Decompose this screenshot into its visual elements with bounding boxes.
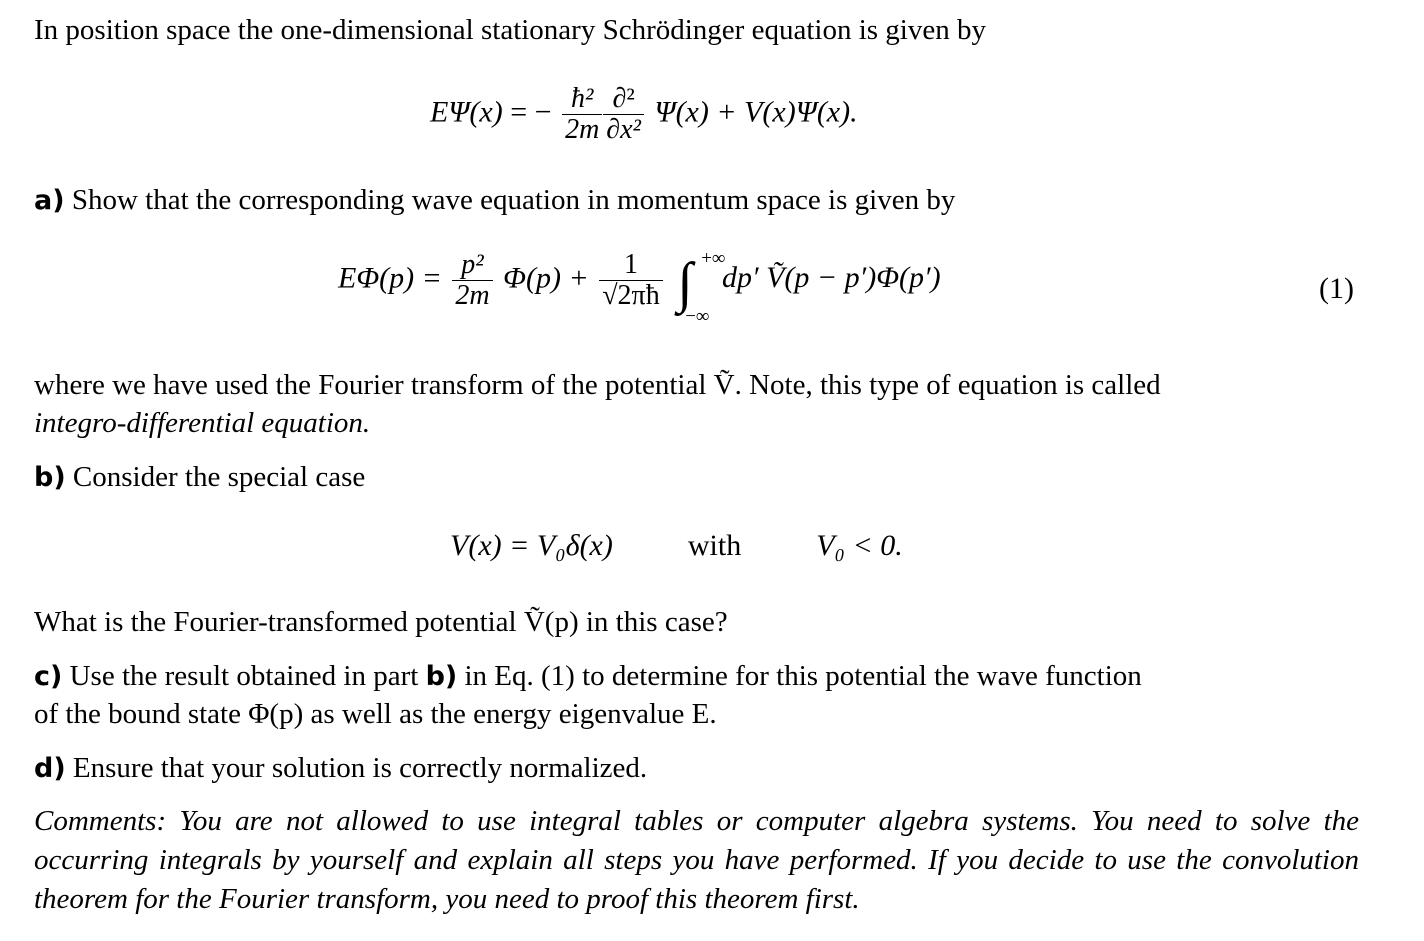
part-c-line-2: of the bound state Φ(p) as well as the energy eigenvalue E. <box>34 698 717 730</box>
part-b-line <box>34 459 365 496</box>
after-a-line-1: where we have used the Fourier transform of the potential Ṽ. Note, this type of equation is called <box>34 369 1161 401</box>
part-c-text-1: Use the result obtained in part <box>62 660 426 692</box>
integral-upper-limit: +∞ <box>701 248 726 270</box>
eq1-frac2-denominator: ∂x² <box>603 114 644 145</box>
part-b-text: Consider the special case <box>65 461 366 493</box>
part-c-ref: b) <box>425 661 458 692</box>
part-c-text-2: in Eq. (1) to determine for this potential the wave function <box>457 660 1142 692</box>
eq1-fraction-derivative <box>603 84 644 145</box>
equation-number: (1) <box>1319 272 1354 305</box>
eq2-lhs: EΦ(p) = <box>338 261 442 295</box>
part-a-text: Show that the corresponding wave equation in momentum space is given by <box>64 184 956 216</box>
part-c-label: c) <box>34 661 63 692</box>
schrodinger-equation-position <box>430 84 858 145</box>
eq1-rest: Ψ(x) + V(x)Ψ(x). <box>654 95 858 129</box>
delta-condition: V₀ < 0. <box>816 529 903 562</box>
part-d-text: Ensure that your solution is correctly normalized. <box>65 752 648 784</box>
integral-lower-limit: −∞ <box>685 306 710 328</box>
eq1-frac1-denominator: 2m <box>562 114 602 145</box>
eq1-equals: = − <box>510 95 552 129</box>
delta-potential-equation <box>450 529 903 563</box>
part-b-question: What is the Fourier-transformed potential Ṽ(p) in this case? <box>34 606 728 638</box>
schrodinger-equation-momentum <box>338 248 941 328</box>
part-d-line <box>34 750 647 787</box>
eq2-frac1-numerator: p² <box>461 249 484 280</box>
eq2-fraction-kinetic <box>452 250 492 311</box>
eq2-frac2-denominator: √2πħ <box>599 280 663 311</box>
eq2-mid: Φ(p) + <box>503 261 589 295</box>
part-b-label: b) <box>34 462 66 493</box>
part-c-line-1 <box>34 658 1142 695</box>
eq2-frac2-numerator: 1 <box>623 249 638 280</box>
eq1-fraction-hbar <box>562 84 602 145</box>
integral-sign: ∫ +∞ −∞ <box>677 248 726 328</box>
intro-text: In position space the one-dimensional stationary Schrödinger equation is given by <box>34 14 986 46</box>
comments-paragraph: Comments: You are not allowed to use integral tables or computer algebra systems. You need to solve the occurring integrals by yourself and explain all steps you have performed. If you decide to use the convolution theorem for the Fourier transform, you need to proof this theorem first. <box>34 805 1359 915</box>
eq2-fraction-prefactor <box>599 250 663 311</box>
delta-lhs: V(x) = V₀δ(x) <box>450 529 613 562</box>
eq1-frac1-numerator: ħ² <box>570 83 594 114</box>
eq1-lhs: EΨ(x) <box>430 95 503 129</box>
part-d-label: d) <box>34 753 66 784</box>
eq2-frac1-denominator: 2m <box>452 280 492 311</box>
part-a-label: a) <box>34 185 65 216</box>
part-a-line <box>34 182 955 219</box>
eq1-frac2-numerator: ∂² <box>612 83 635 114</box>
after-a-line-2: integro-differential equation. <box>34 407 371 439</box>
eq2-integrand: dp′ Ṽ(p − p′)Φ(p′) <box>722 261 941 295</box>
delta-with: with <box>687 529 742 562</box>
